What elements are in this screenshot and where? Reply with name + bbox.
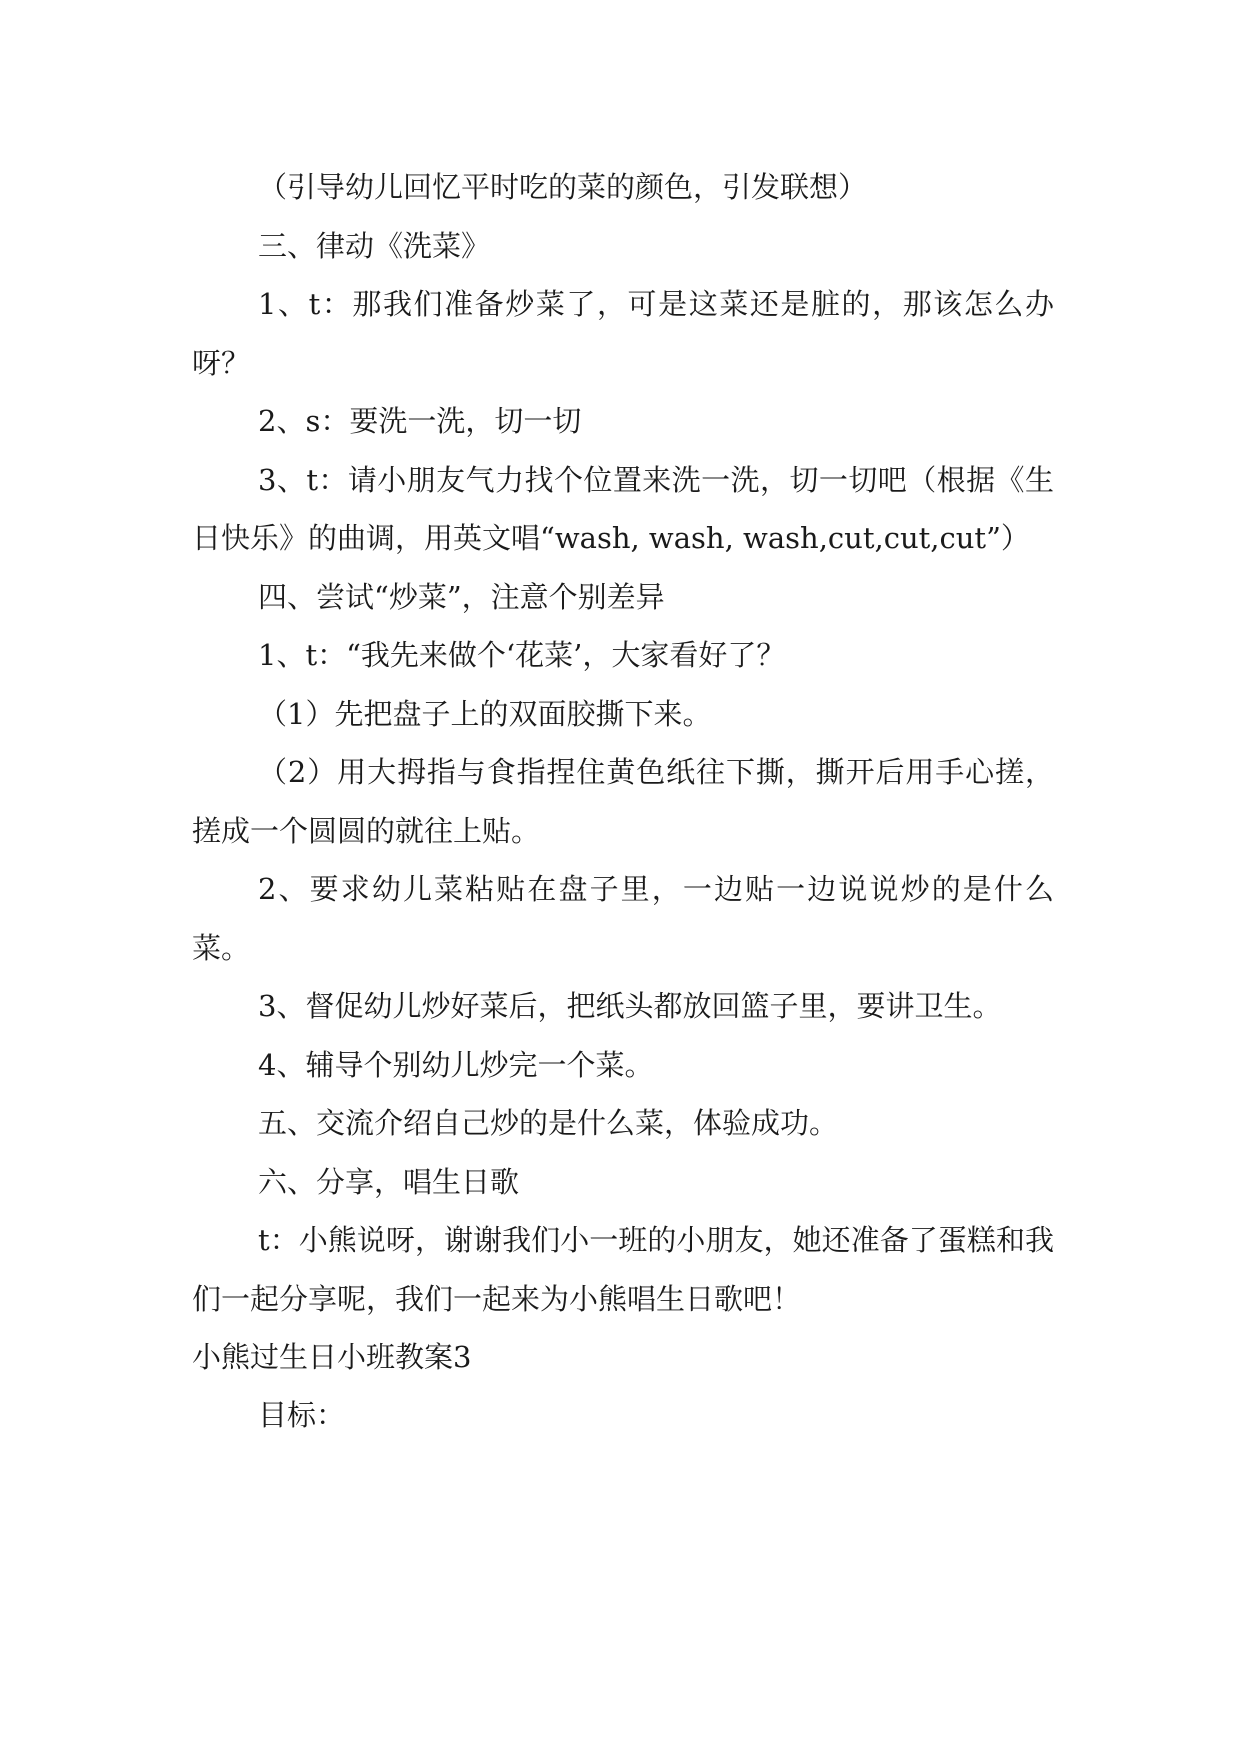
paragraph-cooking-step-4: 4、辅导个别幼儿炒完一个菜。 <box>258 1047 654 1082</box>
heading-share-birthday-song: 六、分享，唱生日歌 <box>258 1164 520 1199</box>
heading-objectives: 目标： <box>258 1398 346 1432</box>
paragraph-step-1-teacher: 1、t：那我们准备炒菜了，可是这菜还是脏的，那该怎么办呀？ <box>192 287 1054 380</box>
document-page <box>192 158 1054 1445</box>
paragraph-bear-thanks: t：小熊说呀，谢谢我们小一班的小朋友，她还准备了蛋糕和我们一起分享呢，我们一起来为小熊唱生日歌吧！ <box>192 1223 1054 1316</box>
paragraph-step-2-students: 2、s：要洗一洗，切一切 <box>258 404 582 438</box>
paragraph-cooking-step-1: 1、t：“我先来做个‘花菜’，大家看好了？ <box>258 638 786 672</box>
heading-try-cooking: 四、尝试“炒菜”，注意个别差异 <box>258 579 665 614</box>
paragraph-substep-1: （1）先把盘子上的双面胶撕下来。 <box>258 696 712 731</box>
paragraph-recall-colors: （引导幼儿回忆平时吃的菜的颜色，引发联想） <box>258 170 868 204</box>
heading-share-introduce: 五、交流介绍自己炒的是什么菜，体验成功。 <box>258 1106 839 1140</box>
section-title: 小熊过生日小班教案3 <box>192 1340 472 1374</box>
paragraph-cooking-step-3: 3、督促幼儿炒好菜后，把纸头都放回篮子里，要讲卫生。 <box>258 989 1002 1023</box>
heading-rhythm-wash-vegetables: 三、律动《洗菜》 <box>258 228 491 263</box>
paragraph-cooking-step-2: 2、要求幼儿菜粘贴在盘子里，一边贴一边说说炒的是什么菜。 <box>192 872 1054 965</box>
paragraph-step-3-song: 3、t：请小朋友气力找个位置来洗一洗，切一切吧（根据《生日快乐》的曲调，用英文唱“wash, wash, wash,cut,cut,cut”） <box>192 462 1054 555</box>
paragraph-substep-2: （2）用大拇指与食指捏住黄色纸往下撕，撕开后用手心搓，搓成一个圆圆的就往上贴。 <box>192 755 1054 848</box>
